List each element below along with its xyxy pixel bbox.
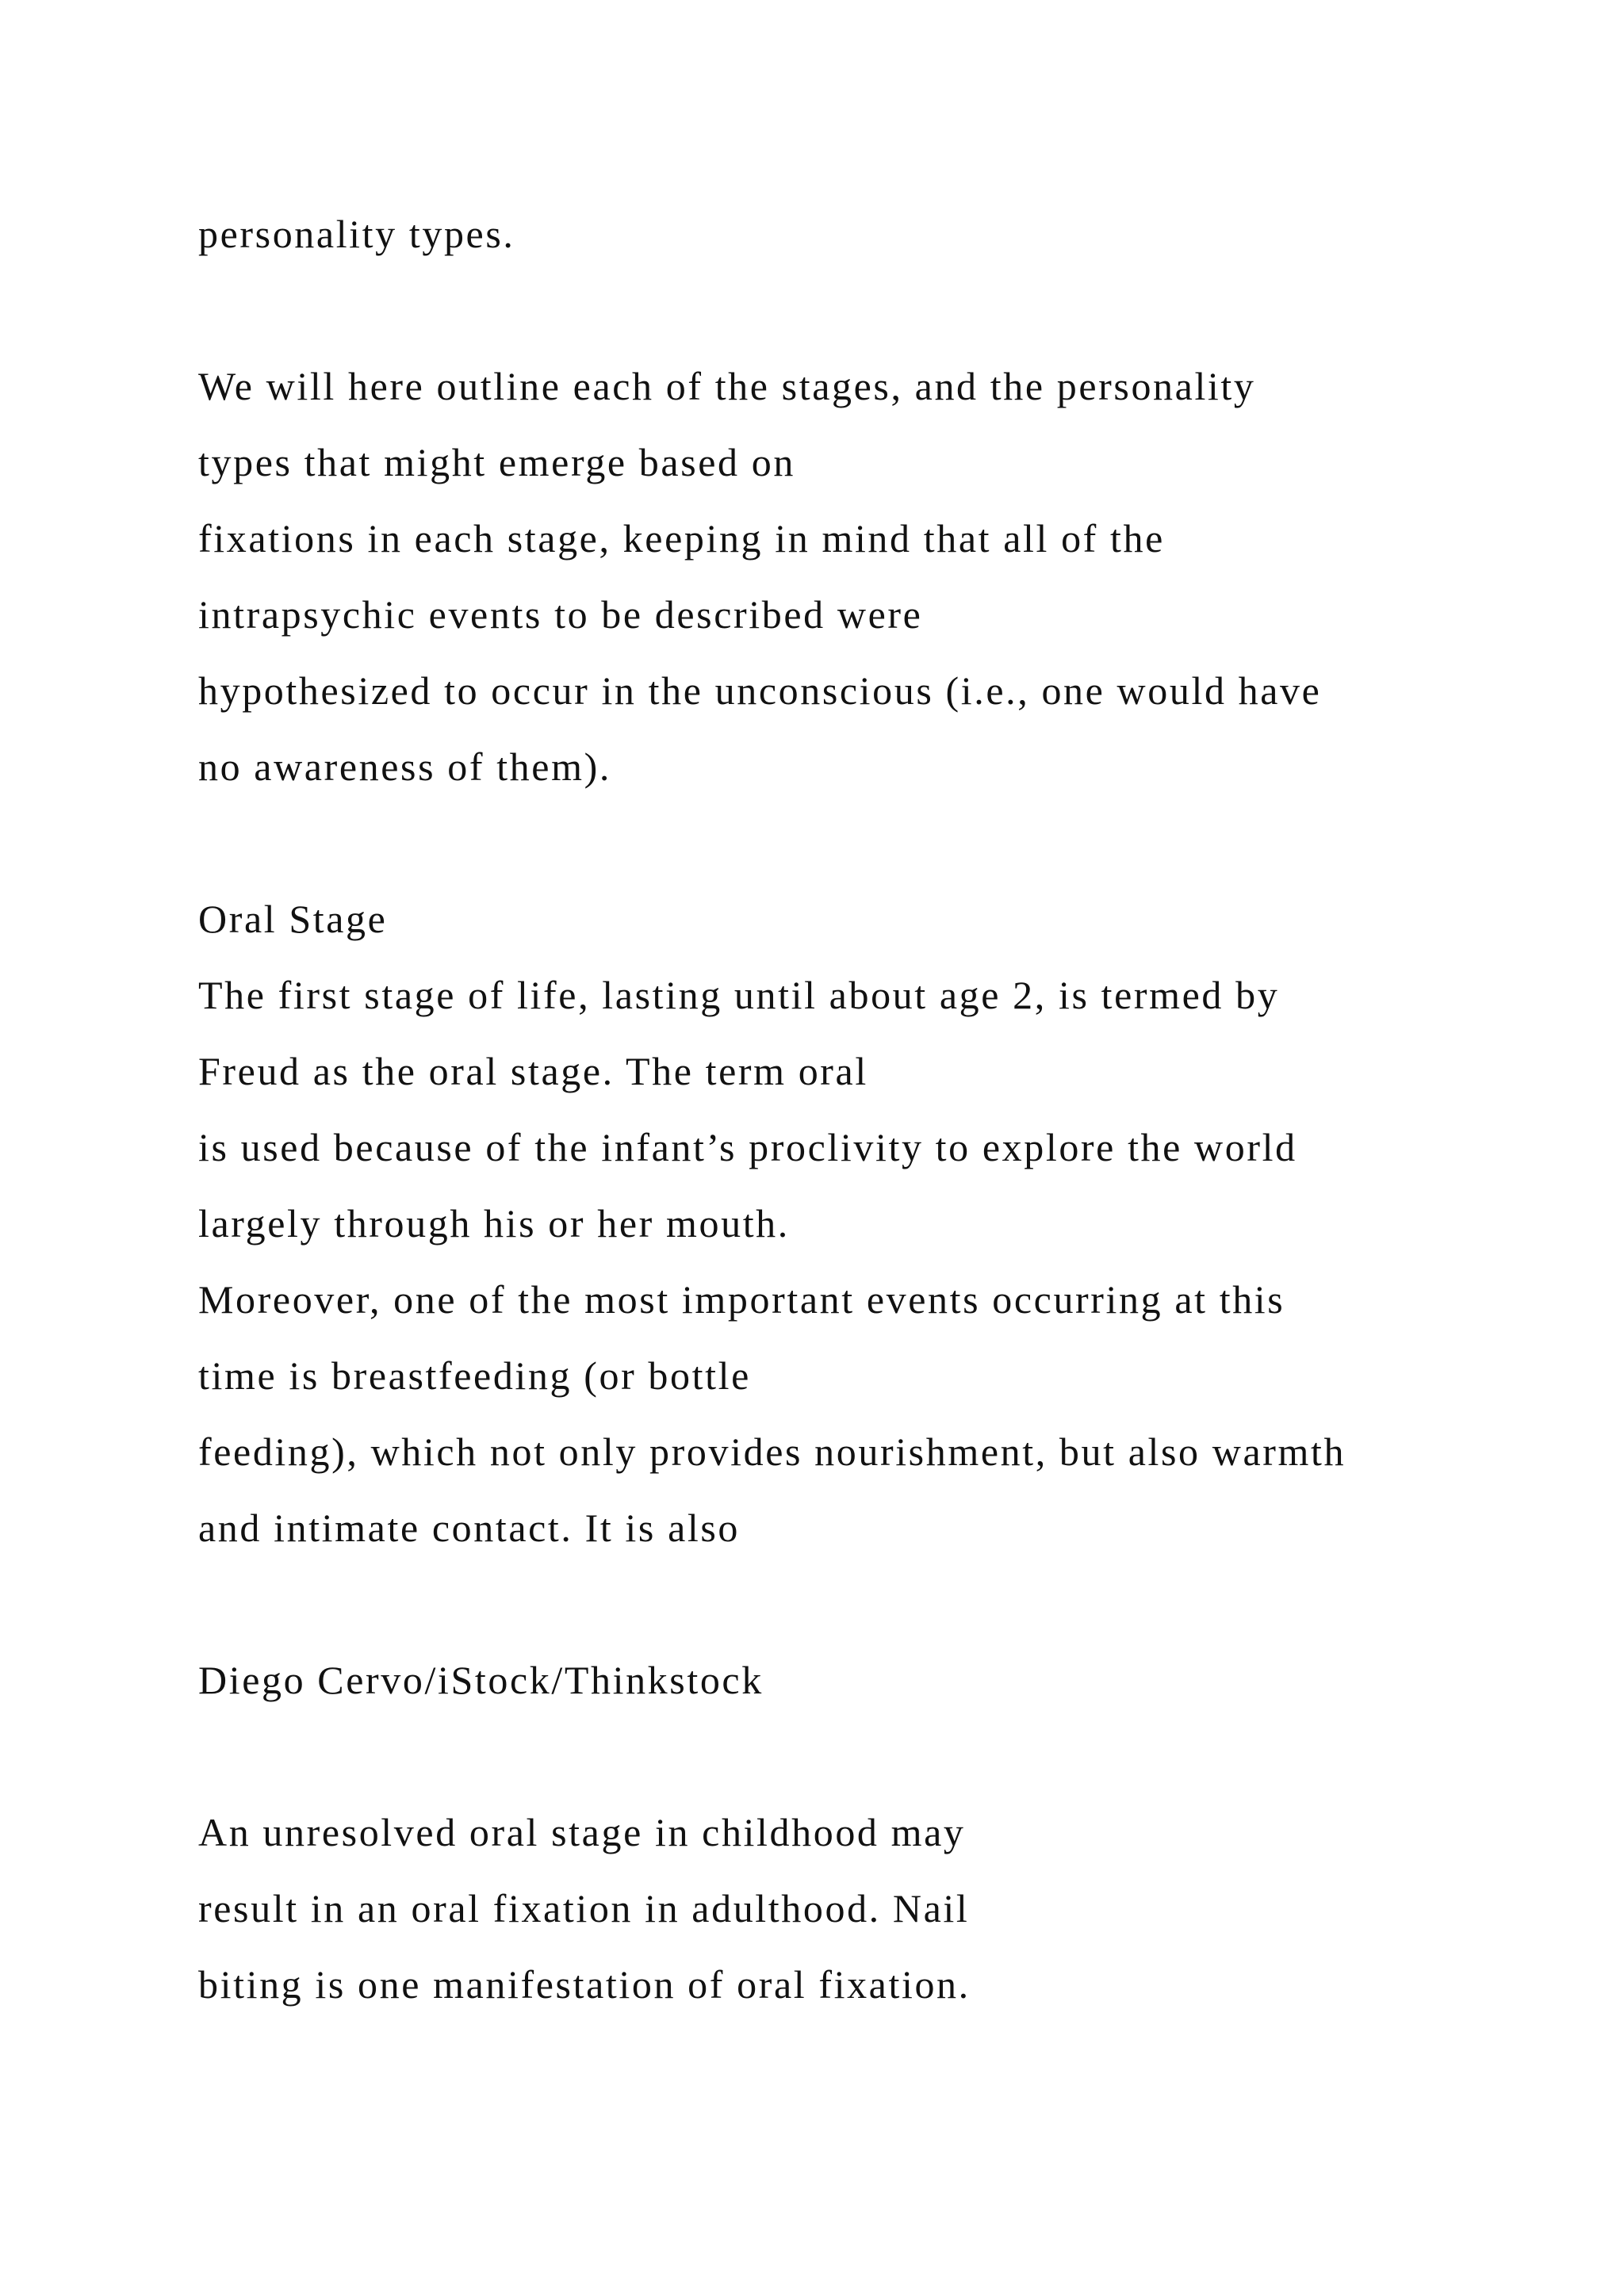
document-text-column	[198, 196, 1546, 2022]
text-line: Moreover, one of the most important events occurring at this	[198, 1277, 1285, 1322]
paragraph-spacer	[198, 1718, 1546, 1794]
text-line: time is breastfeeding (or bottle	[198, 1353, 751, 1398]
paragraph-spacer	[198, 805, 1546, 881]
caption-line: An unresolved oral stage in childhood may	[198, 1810, 966, 1854]
photo-credit	[198, 1642, 1546, 1718]
photo-caption	[198, 1794, 1546, 2022]
section-heading-oral-stage: Oral Stage	[198, 897, 388, 941]
text-line: fixations in each stage, keeping in mind that all of the	[198, 516, 1165, 561]
text-line: personality types.	[198, 212, 515, 256]
text-line: hypothesized to occur in the unconscious (i.e., one would have	[198, 668, 1322, 713]
text-line: We will here outline each of the stages, and the personality	[198, 364, 1256, 408]
caption-line: biting is one manifestation of oral fixation.	[198, 1962, 971, 2007]
text-line: is used because of the infant’s proclivity to explore the world	[198, 1125, 1297, 1169]
paragraph-oral-stage	[198, 881, 1546, 1566]
text-line: largely through his or her mouth.	[198, 1201, 790, 1246]
text-line: Freud as the oral stage. The term oral	[198, 1049, 868, 1093]
text-line: The first stage of life, lasting until about age 2, is termed by	[198, 973, 1280, 1017]
paragraph-intro-end	[198, 196, 1546, 272]
paragraph-spacer	[198, 272, 1546, 348]
text-line: intrapsychic events to be described were	[198, 592, 923, 637]
paragraph-spacer	[198, 1566, 1546, 1642]
text-line: no awareness of them).	[198, 744, 611, 789]
photo-credit-text: Diego Cervo/iStock/Thinkstock	[198, 1658, 764, 1702]
caption-line: result in an oral fixation in adulthood. Nail	[198, 1886, 970, 1931]
text-line: and intimate contact. It is also	[198, 1506, 741, 1550]
text-line: types that might emerge based on	[198, 440, 795, 484]
paragraph-outline	[198, 348, 1546, 805]
text-line: feeding), which not only provides nourishment, but also warmth	[198, 1429, 1346, 1474]
